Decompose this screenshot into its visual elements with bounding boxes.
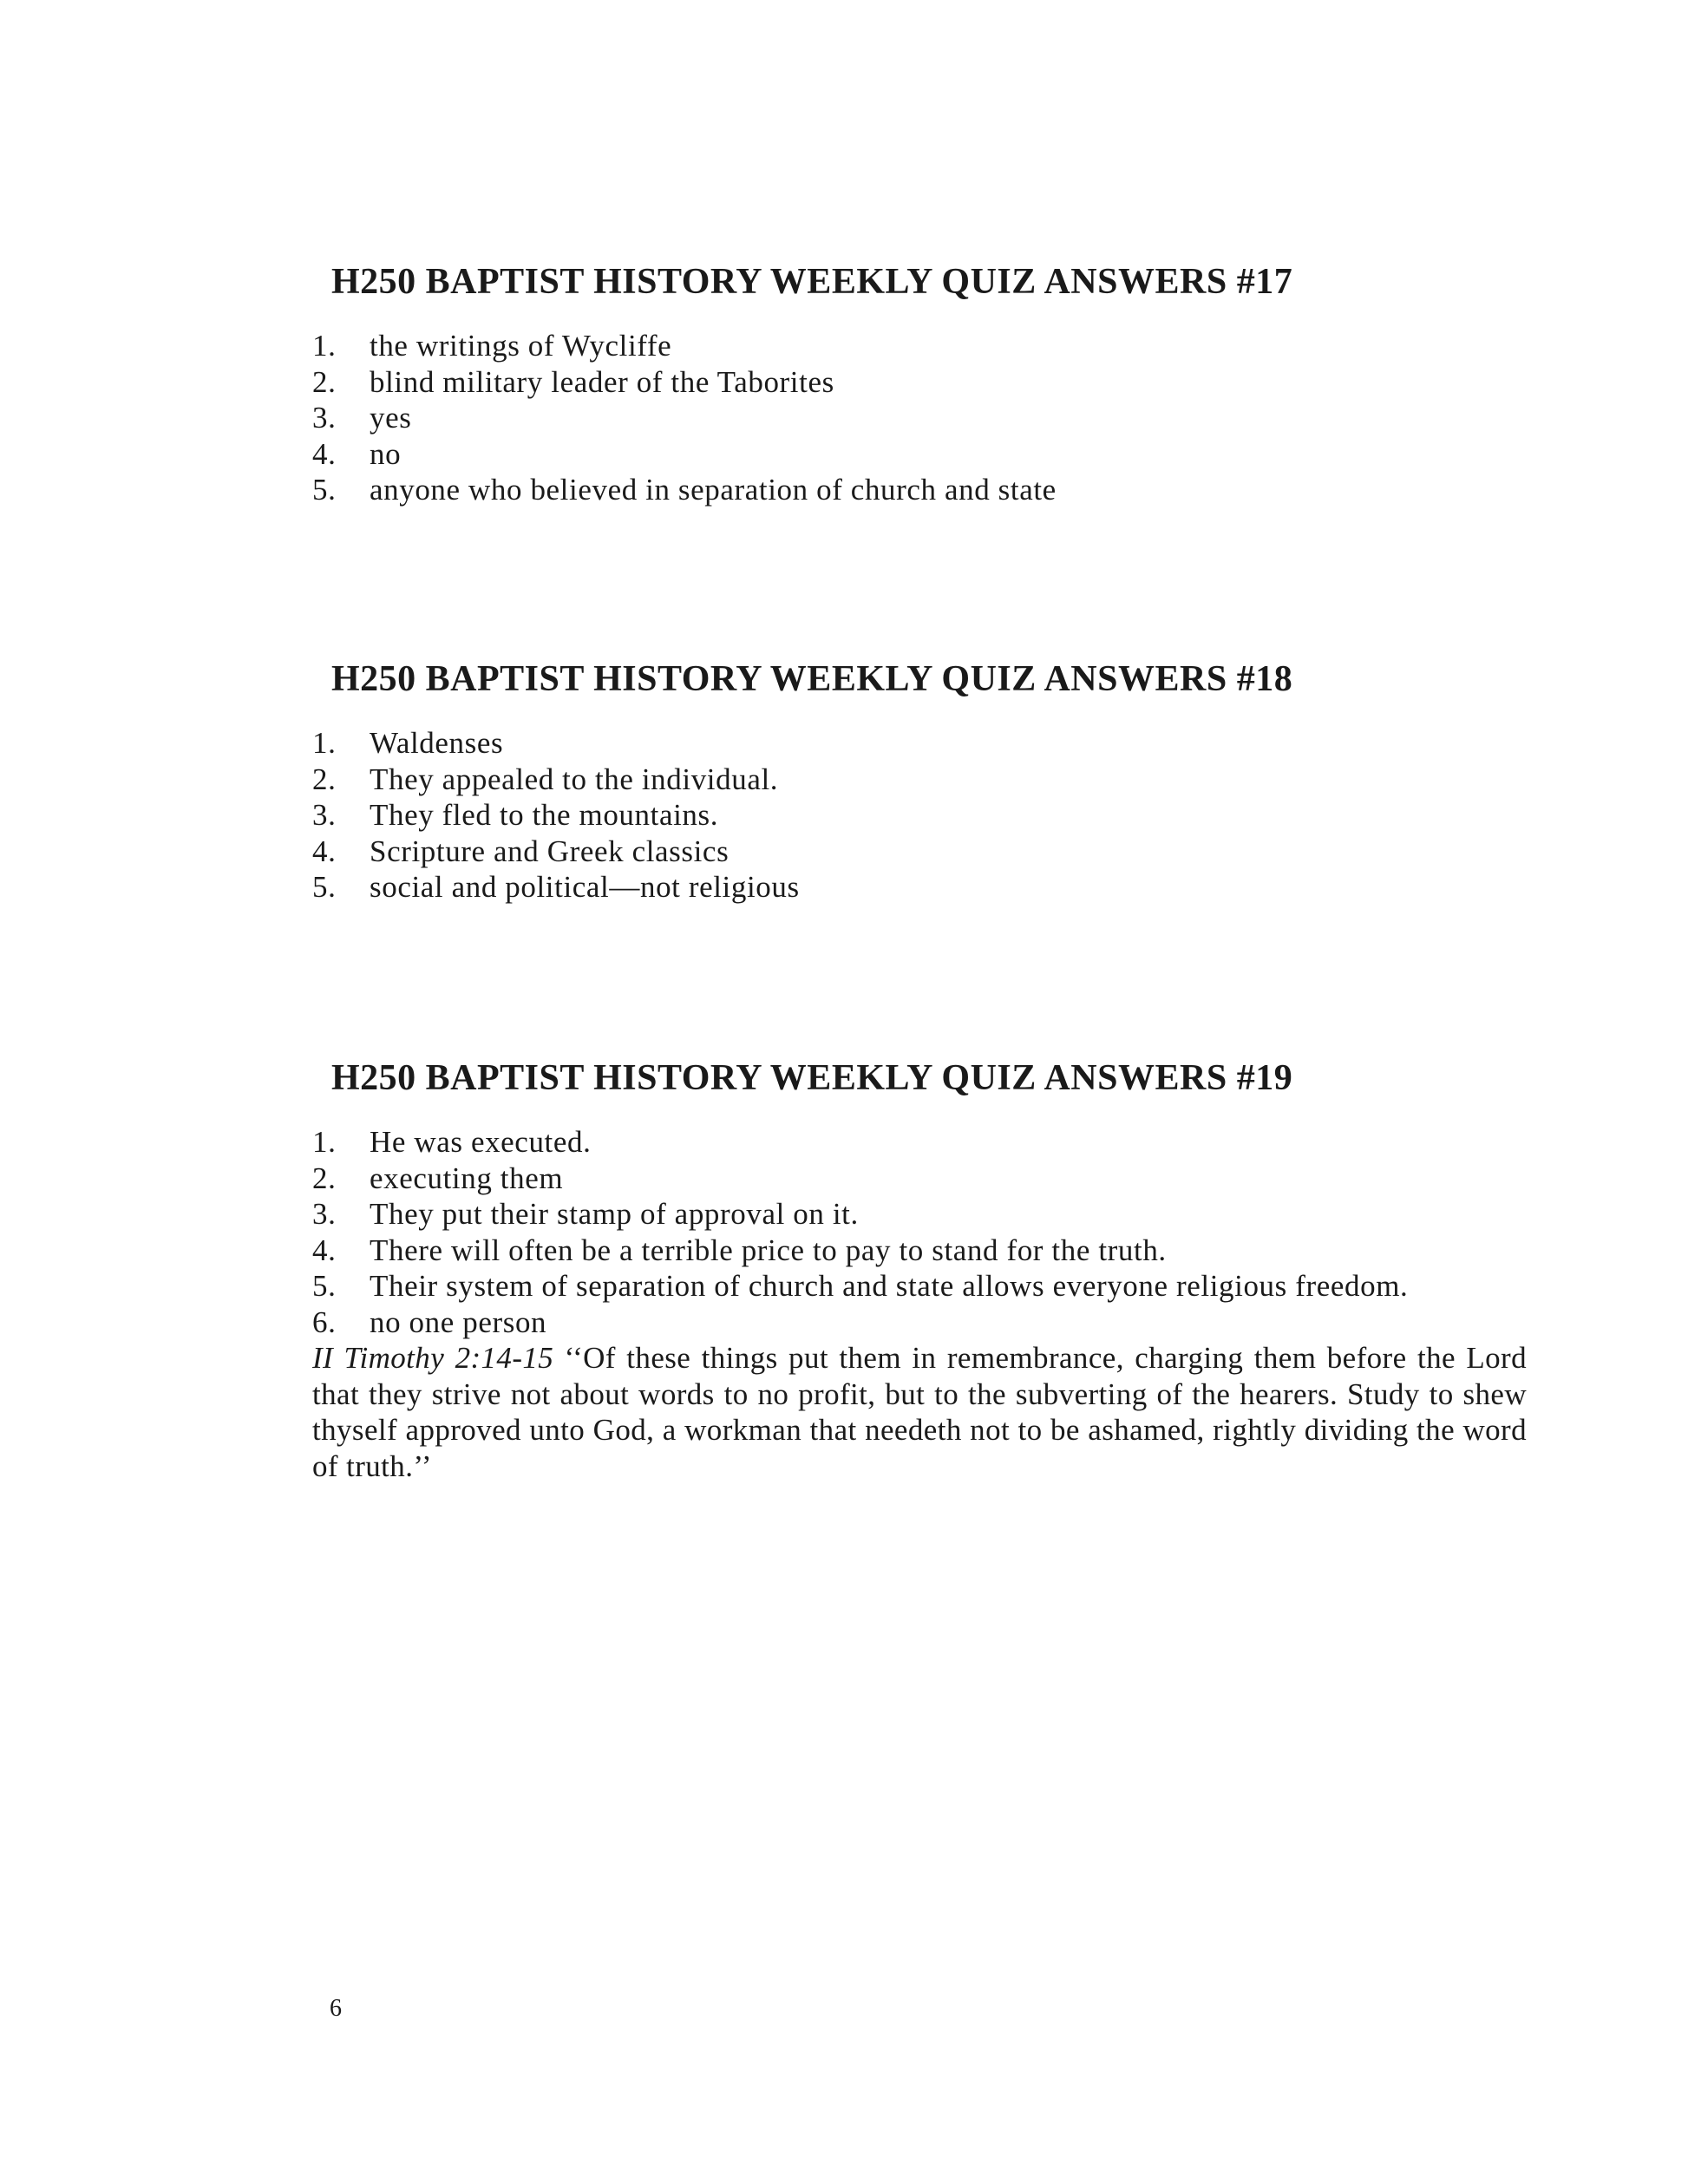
answer-item — [312, 328, 1544, 364]
answer-text: They put their stamp of approval on it. — [370, 1197, 859, 1232]
answer-number: 4. — [312, 834, 337, 868]
answer-number: 1. — [312, 1125, 337, 1160]
quiz-answers-section-17 — [312, 262, 1544, 508]
answer-number: 4. — [312, 436, 337, 471]
answer-item — [312, 1305, 1544, 1341]
answer-number: 4. — [312, 1233, 337, 1267]
answer-text: no — [370, 436, 402, 471]
answer-item — [312, 762, 1544, 798]
section-title: H250 BAPTIST HISTORY WEEKLY QUIZ ANSWERS #19 — [331, 1058, 1293, 1098]
section-title: H250 BAPTIST HISTORY WEEKLY QUIZ ANSWERS #18 — [331, 659, 1293, 699]
answer-item — [312, 725, 1544, 762]
answer-text: They appealed to the individual. — [370, 762, 779, 796]
answer-text: Scripture and Greek classics — [370, 834, 730, 868]
answer-text: blind military leader of the Taborites — [370, 364, 834, 399]
scripture-quote — [312, 1340, 1527, 1484]
answer-item — [312, 436, 1544, 473]
section-title: H250 BAPTIST HISTORY WEEKLY QUIZ ANSWERS #17 — [331, 262, 1293, 302]
answer-number: 5. — [312, 870, 337, 905]
answer-number: 6. — [312, 1305, 337, 1339]
answer-item — [312, 1196, 1544, 1233]
quiz-answers-section-18 — [312, 659, 1544, 906]
answer-item — [312, 834, 1544, 870]
answer-text: no one person — [370, 1305, 547, 1339]
answer-number: 3. — [312, 1197, 337, 1232]
answer-text: the writings of Wycliffe — [370, 329, 672, 363]
answer-text: Their system of separation of church and state allows everyone religious freedom. — [370, 1269, 1409, 1304]
answer-text: executing them — [370, 1161, 564, 1195]
answer-item — [312, 1161, 1544, 1197]
answer-number: 3. — [312, 798, 337, 833]
answer-item — [312, 472, 1544, 508]
answer-item — [312, 869, 1544, 906]
answer-text: yes — [370, 401, 412, 435]
answer-number: 5. — [312, 1269, 337, 1304]
scripture-reference: II Timothy 2:14-15 — [312, 1341, 554, 1376]
quiz-answers-section-19 — [312, 1058, 1544, 1484]
answer-text: There will often be a terrible price to pay to stand for the truth. — [370, 1233, 1167, 1267]
answer-number: 5. — [312, 473, 337, 507]
answer-item — [312, 1124, 1544, 1161]
answer-list — [312, 725, 1544, 906]
answer-list — [312, 1124, 1544, 1340]
answer-text: He was executed. — [370, 1125, 592, 1160]
answer-number: 3. — [312, 401, 337, 435]
answer-text: They fled to the mountains. — [370, 798, 719, 833]
scripture-text: ‘‘Of these things put them in remembrance, charging them before the Lord that they strive not about words to no profit, but to the subverting of the hearers. Study to shew thyself approved unto God, a workman that needeth not to be ashamed, rightly dividing the word of truth.’’ — [312, 1341, 1527, 1483]
answer-item — [312, 797, 1544, 834]
answer-item — [312, 364, 1544, 401]
answer-text: Waldenses — [370, 726, 504, 761]
answer-text: anyone who believed in separation of church and state — [370, 473, 1057, 507]
answer-number: 2. — [312, 762, 337, 796]
page-number: 6 — [330, 1995, 342, 2022]
answer-number: 1. — [312, 726, 337, 761]
answer-number: 1. — [312, 329, 337, 363]
answer-number: 2. — [312, 1161, 337, 1195]
answer-item — [312, 1268, 1544, 1305]
answer-number: 2. — [312, 364, 337, 399]
answer-item — [312, 1233, 1544, 1269]
answer-text: social and political—not religious — [370, 870, 800, 905]
answer-list — [312, 328, 1544, 508]
answer-item — [312, 400, 1544, 436]
